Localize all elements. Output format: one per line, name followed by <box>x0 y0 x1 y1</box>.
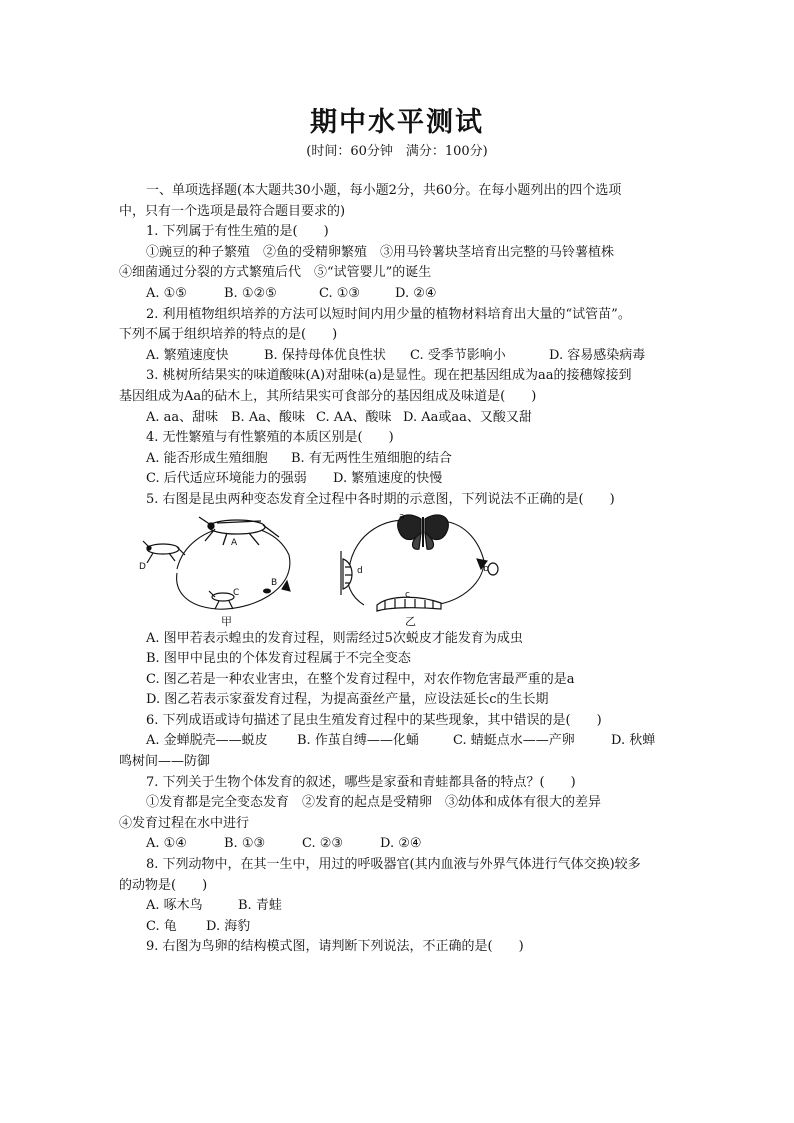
q1-stem: 1. 下列属于有性生殖的是( ) <box>146 224 329 240</box>
page-title: 期中水平测试 <box>310 107 484 138</box>
q4-options-line2 <box>119 469 674 490</box>
section-heading-line2: 中，只有一个选项是最符合题目要求的) <box>119 203 346 219</box>
figure-yi-caption: 乙 <box>405 614 416 628</box>
insect-metamorphosis-figure <box>119 511 674 629</box>
q6-option-a: A. 金蝉脱壳——蜕皮 <box>146 733 268 749</box>
q7-stem: 7. 下列关于生物个体发育的叙述，哪些是家蚕和青蛙都具备的特点？( ) <box>146 774 576 790</box>
q7-options <box>119 834 674 855</box>
figure-yi-label-c: c <box>405 589 410 600</box>
q5-option-b: B. 图甲中昆虫的个体发育过程属于不完全变态 <box>146 651 411 667</box>
q1-option-b: B. ①②⑤ <box>224 285 277 301</box>
q4-option-a: A. 能否形成生殖细胞 <box>146 450 268 466</box>
exam-content <box>119 181 674 958</box>
q8-stem-line2: 的动物是( ) <box>119 877 208 893</box>
grasshopper-nymph-c-icon <box>209 591 234 609</box>
q6-options-line1 <box>119 731 674 752</box>
q3-option-c: C. AA、酸味 <box>316 409 392 425</box>
q1-option-d: D. ②④ <box>395 285 437 301</box>
q2-options <box>119 346 674 367</box>
figure-jia-caption: 甲 <box>221 614 232 628</box>
chrysalis-pupa-d-icon <box>341 551 352 595</box>
q5-option-a: A. 图甲若表示蝗虫的发育过程，则需经过5次蜕皮才能发育为成虫 <box>146 630 523 646</box>
figure-jia-label-c: C <box>233 587 240 598</box>
q5-option-d: D. 图乙若表示家蚕发育过程，为提高蚕丝产量，应设法延长c的生长期 <box>146 692 549 708</box>
q5-stem: 5. 右图是昆虫两种变态发育全过程中各时期的示意图，下列说法不正确的是( ) <box>146 491 615 507</box>
q7-option-b: B. ①③ <box>224 836 266 852</box>
q7-option-c: C. ②③ <box>302 836 344 852</box>
figure-yi-label-d: d <box>357 565 363 576</box>
exam-time-score: (时间：60分钟 满分：100分) <box>306 144 488 159</box>
grasshopper-nymph-d-icon <box>143 541 185 563</box>
q3-options <box>119 408 674 429</box>
q3-option-a: A. aa、甜味 <box>146 409 219 425</box>
butterfly-adult-icon <box>398 511 449 548</box>
q4-option-b: B. 有无两性生殖细胞的结合 <box>291 450 452 466</box>
q8-stem-line1: 8. 下列动物中，在其一生中，用过的呼吸器官(其内血液与外界气体进行气体交换)较多 <box>146 857 641 873</box>
q7-items-line1: ①发育都是完全变态发育 ②发育的起点是受精卵 ③幼体和成体有很大的差异 <box>146 795 602 811</box>
q2-option-c: C. 受季节影响小 <box>410 347 506 363</box>
q6-option-c: C. 蜻蜓点水——产卵 <box>453 733 575 749</box>
q1-option-c: C. ①③ <box>319 285 361 301</box>
butterfly-egg-b-icon <box>488 563 498 575</box>
q4-option-c: C. 后代适应环境能力的强弱 <box>146 471 307 487</box>
q1-option-a: A. ①⑤ <box>146 285 187 301</box>
q2-stem-line2: 下列不属于组织培养的特点的是( ) <box>119 327 338 343</box>
q1-items-line1: ①豌豆的种子繁殖 ②鱼的受精卵繁殖 ③用马铃薯块茎培育出完整的马铃薯植株 <box>146 244 615 260</box>
figure-jia-label-a: A <box>231 537 238 548</box>
q6-stem: 6. 下列成语或诗句描述了昆虫生殖发育过程中的某些现象，其中错误的是( ) <box>146 712 602 728</box>
q4-option-d: D. 繁殖速度的快慢 <box>333 471 443 487</box>
q7-option-d: D. ②④ <box>380 836 422 852</box>
q4-stem: 4. 无性繁殖与有性繁殖的本质区别是( ) <box>146 430 394 446</box>
q3-stem-line1: 3. 桃树所结果实的味道酸味(A)对甜味(a)是显性。现在把基因组成为aa的接穗嫁接到 <box>146 368 632 384</box>
q7-option-a: A. ①④ <box>146 836 187 852</box>
insect-metamorphosis-diagram <box>119 511 674 629</box>
q3-stem-line2: 基因组成为Aa的砧木上，其所结果实可食部分的基因组成及味道是( ) <box>119 388 537 404</box>
q3-option-b: B. Aa、酸味 <box>231 409 305 425</box>
q8-option-a: A. 啄木鸟 <box>146 898 203 914</box>
q6-option-d: D. 秋蝉 <box>611 733 656 749</box>
q8-option-d: D. 海豹 <box>206 918 251 934</box>
q3-option-d: D. Aa或aa、又酸又甜 <box>403 409 532 425</box>
figure-yi-label-b: b <box>483 563 489 574</box>
q2-option-a: A. 繁殖速度快 <box>146 347 229 363</box>
q1-items-line2: ④细菌通过分裂的方式繁殖后代 ⑤“试管婴儿”的诞生 <box>119 265 432 281</box>
figure-yi-label-a: a <box>399 511 405 522</box>
q2-stem-line1: 2. 利用植物组织培养的方法可以短时间内用少量的植物材料培育出大量的“试管苗”。 <box>146 306 631 322</box>
q8-options-line1 <box>119 896 674 917</box>
section-heading-line1: 一、单项选择题(本大题共30小题，每小题2分，共60分。在每小题列出的四个选项 <box>146 183 622 198</box>
figure-jia-label-d: D <box>139 561 146 572</box>
q6-options-line2: 鸣树间——防御 <box>119 754 211 770</box>
q4-options-line1 <box>119 449 674 470</box>
q8-options-line2 <box>119 917 674 938</box>
q7-items-line2: ④发育过程在水中进行 <box>119 815 250 831</box>
q8-option-b: B. 青蛙 <box>238 898 282 914</box>
figure-jia-label-b: B <box>271 577 278 588</box>
q9-stem: 9. 右图为鸟卵的结构模式图，请判断下列说法，不正确的是( ) <box>146 939 524 955</box>
q1-options <box>119 284 674 305</box>
grasshopper-egg-b-icon <box>263 588 271 593</box>
q8-option-c: C. 龟 <box>146 918 177 934</box>
q2-option-b: B. 保持母体优良性状 <box>264 347 386 363</box>
q6-option-b: B. 作茧自缚——化蛹 <box>297 733 419 749</box>
q2-option-d: D. 容易感染病毒 <box>549 347 646 363</box>
q5-option-c: C. 图乙若是一种农业害虫，在整个发育过程中，对农作物危害最严重的是a <box>146 671 575 687</box>
